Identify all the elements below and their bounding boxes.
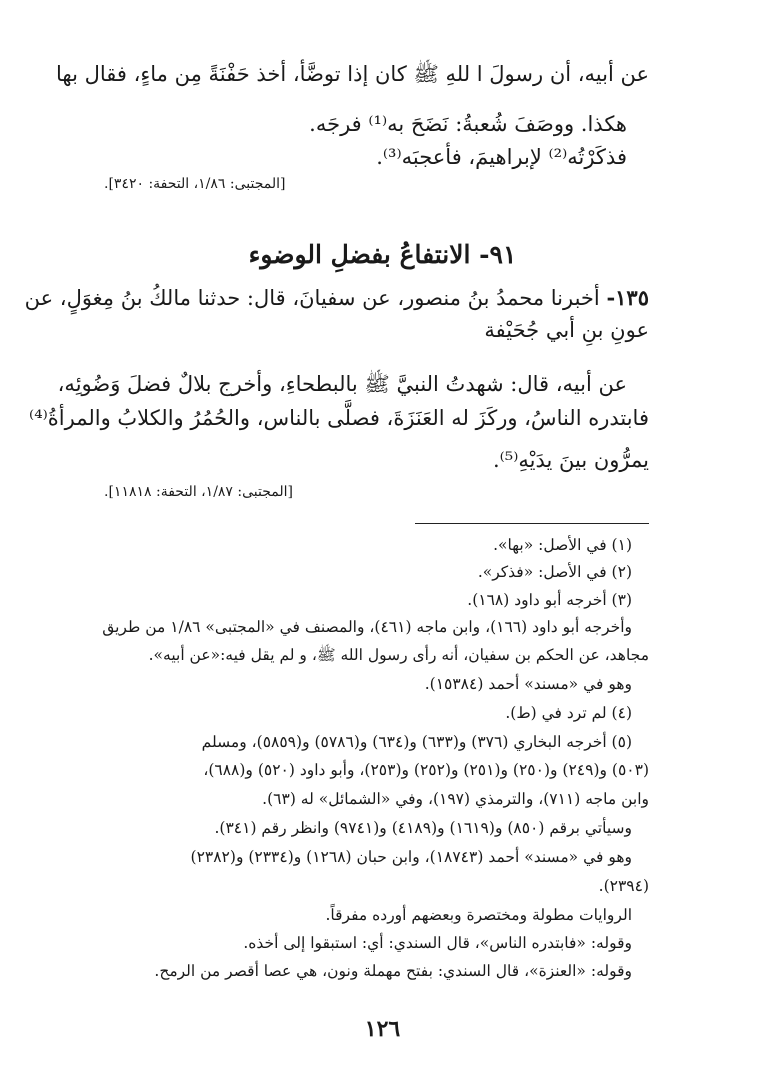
footnote-5-cont-5: (٢٣٩٤). — [598, 877, 649, 895]
footnote-5-cont-1: (٥٠٣) و(٢٤٩) و(٢٥٠) و(٢٥١) و(٢٥٢) و(٢٥٣)، وأبو داود (٥٢٠) و(٦٨٨)، — [203, 761, 649, 779]
footnote-2: (٢) في الأصل: «فذكر». — [477, 563, 632, 581]
hadith-line-4: فابتدره الناسُ، وركَزَ له العَنَزَةَ، فصلَّى بالناس، والحُمُرُ والكلابُ والمرأةُ⁽⁴⁾ — [29, 406, 649, 430]
top-text-line-1: عن أبيه، أن رسولَ ا للهِ ﷺ كان إذا توضَّأ، أخذ حَفْنَةً مِن ماءٍ، فقال بها — [56, 62, 649, 86]
footnote-5-cont-6: الروايات مطولة ومختصرة وبعضهم أورده مفرقاً. — [325, 906, 632, 924]
top-citation: [المجتبى: ١/٨٦، التحفة: ٣٤٢٠]. — [104, 176, 286, 192]
hadith-citation: [المجتبى: ١/٨٧، التحفة: ١١٨١٨]. — [104, 484, 293, 500]
hadith-line-1 — [24, 285, 649, 311]
footnote-5-cont-4: وهو في «مسند» أحمد (١٨٧٤٣)، وابن حبان (١٢٦٨) و(٢٣٣٤) و(٢٣٨٢) — [190, 848, 632, 866]
footnote-3: (٣) أخرجه أبو داود (١٦٨). — [467, 591, 632, 609]
hadith-text-1: أخبرنا محمدُ بنُ منصور، عن سفيانَ، قال: حدثنا مالكُ بنُ مِغوَلٍ، عن — [24, 286, 600, 310]
footnote-5-cont-2: وابن ماجه (٧١١)، والترمذي (١٩٧)، وفي «الشمائل» له (٦٣). — [262, 790, 649, 808]
top-text-line-3: فذكَرْتُه⁽²⁾ لإبراهيمَ، فأعجبَه⁽³⁾. — [376, 145, 627, 169]
chapter-heading: ٩١- الانتفاعُ بفضلِ الوضوء — [248, 240, 517, 269]
hadith-number: ١٣٥- — [606, 285, 649, 310]
footnote-5-cont-8: وقوله: «العنزة»، قال السندي: بفتح مهملة ونون، هي عصا أقصر من الرمح. — [154, 962, 632, 980]
hadith-line-2: عونِ بنِ أبي جُحَيْفة — [484, 318, 649, 342]
hadith-line-5: يمرُّون بينَ يدَيْهِ⁽⁵⁾. — [492, 448, 649, 472]
footnote-3-cont-2: مجاهد، عن الحكم بن سفيان، أنه رأى رسول الله ﷺ، و لم يقل فيه:«عن أبيه». — [148, 646, 649, 664]
footnote-1: (١) في الأصل: «بها». — [493, 536, 632, 554]
page-number: ١٢٦ — [364, 1016, 401, 1042]
footnote-5-cont-7: وقوله: «فابتدره الناس»، قال السندي: أي: استبقوا إلى أخذه. — [243, 934, 632, 952]
footnote-4: (٤) لم ترد في (ط). — [505, 704, 632, 722]
footnote-3-cont-1: وأخرجه أبو داود (١٦٦)، وابن ماجه (٤٦١)، والمصنف في «المجتبى» ١/٨٦ من طريق — [102, 618, 632, 636]
footnote-separator — [415, 523, 649, 524]
footnote-5-cont-3: وسيأتي برقم (٨٥٠) و(١٦١٩) و(٤١٨٩) و(٩٧٤١) وانظر رقم (٣٤١). — [214, 819, 632, 837]
hadith-line-3: عن أبيه، قال: شهدتُ النبيَّ ﷺ بالبطحاءِ، وأخرج بلالٌ فضلَ وَضُوئِه، — [57, 372, 627, 396]
top-text-line-2: هكذا. ووصَفَ شُعبةُ: نَضَحَ به⁽¹⁾ فرجَه. — [309, 112, 627, 136]
footnote-3-cont-3: وهو في «مسند» أحمد (١٥٣٨٤). — [424, 675, 632, 693]
footnote-5: (٥) أخرجه البخاري (٣٧٦) و(٦٣٣) و(٦٣٤) و(٥٧٨٦) و(٥٨٥٩)، ومسلم — [201, 733, 632, 751]
